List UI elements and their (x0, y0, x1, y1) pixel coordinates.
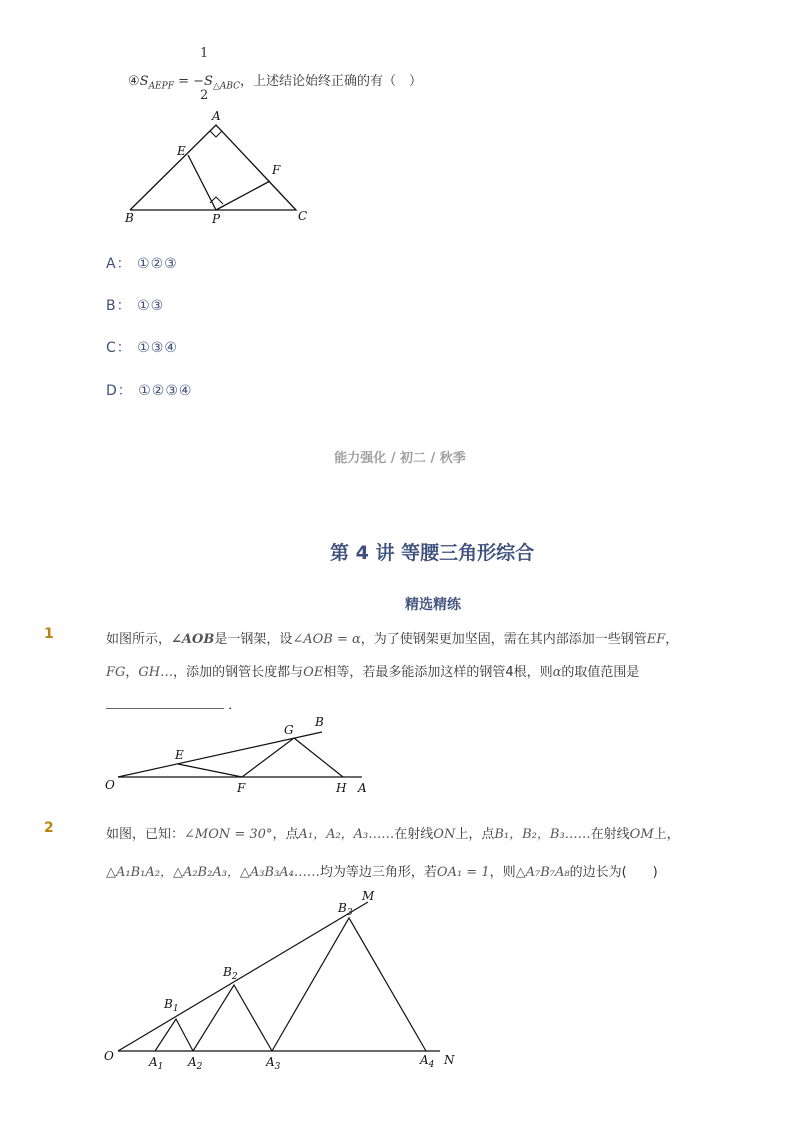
lecture-title: 第 4 讲 等腰三角形综合 (330, 542, 535, 564)
choice-b-value: ①③ (137, 298, 165, 314)
statement-four (128, 70, 422, 92)
label-b: B (315, 715, 324, 729)
fraction-numerator: 1 (200, 46, 209, 61)
svg-text:A1: $A_1$ (149, 1055, 164, 1072)
section-title: 精选精练 (405, 597, 461, 613)
choice-c-label: C： (106, 340, 132, 356)
label-a: A (212, 109, 221, 123)
label-n: N (444, 1053, 455, 1067)
label-b1 (163, 997, 179, 1014)
q2-triangles: △A₁B₁A₂，△A₂B₂A₃，△A₃B₃A₄…… (106, 865, 320, 880)
equals-sign: = (178, 74, 189, 89)
triangle-figure (120, 108, 320, 228)
label-g: G (284, 723, 294, 737)
label-m: M (362, 889, 375, 903)
choice-d-label: D： (106, 383, 133, 399)
label-f: F (272, 163, 281, 177)
question-2-line-2 (106, 861, 658, 880)
choice-a-value: ①②③ (137, 256, 178, 272)
choice-c[interactable] (106, 337, 178, 357)
choice-a-label: A： (106, 256, 132, 272)
q2-text-b2: 均为等边三角形，若 (319, 865, 437, 880)
question-2-line-1 (106, 823, 680, 842)
label-a4 (419, 1053, 435, 1070)
equilateral-triangles-figure (100, 884, 470, 1079)
area-symbol-abc: S (204, 74, 213, 89)
page-footer: 能力强化 / 初二 / 秋季 (334, 451, 466, 466)
q1-text-a: 如图所示， (106, 632, 172, 647)
choice-d-value: ①②③④ (138, 383, 193, 399)
statement-suffix: ，上述结论始终正确的有（ ） (240, 74, 423, 89)
q1-text-b: 是一钢架，设 (214, 632, 293, 647)
question-1-line-1 (106, 628, 678, 647)
question-1-number: 1 (44, 626, 54, 642)
q2-target-triangle: △A₇B₇A₈ (515, 865, 570, 880)
label-h: H (336, 781, 347, 795)
svg-text:B3: $B_3$ (338, 901, 353, 918)
answer-blank[interactable] (106, 698, 224, 709)
q2-text-f2: 的边长为( ) (569, 865, 658, 880)
q2-text-d: 在射线 (394, 827, 434, 842)
label-a1 (148, 1055, 163, 1072)
label-o: O (105, 778, 115, 792)
label-e: E (177, 144, 186, 158)
label-a2 (187, 1055, 203, 1072)
q2-text-h: 在射线 (590, 827, 630, 842)
area-symbol: S (139, 74, 149, 89)
fraction-denominator: 2 (200, 88, 209, 103)
svg-text:B2: $B_2$ (223, 965, 238, 982)
q1-alpha: α (552, 665, 562, 680)
q2-om: OM (629, 827, 654, 842)
question-1-line-3 (106, 694, 241, 713)
q1-fg: FG (106, 665, 126, 680)
label-e: E (175, 748, 184, 762)
label-a3 (265, 1055, 281, 1072)
svg-text:A3: $A_3$ (266, 1055, 281, 1072)
label-o: O (104, 1049, 114, 1063)
choice-b-label: B： (106, 298, 132, 314)
svg-text:B1: $B_1$ (164, 997, 179, 1014)
svg-text:A4: $A_4$ (420, 1053, 435, 1070)
choice-c-value: ①③④ (137, 340, 178, 356)
q1-ef: EF (646, 632, 666, 647)
label-c: C (298, 209, 308, 223)
choice-a[interactable] (106, 253, 178, 273)
label-a: A (358, 781, 367, 795)
label-p: P (212, 212, 221, 226)
label-b2 (222, 965, 238, 982)
q2-math: ∠MON = 30° (184, 827, 273, 842)
q1-period: ． (228, 698, 242, 713)
q1-angle: ∠AOB (171, 632, 215, 647)
fraction-bar: − (193, 74, 205, 89)
q1-comma-2: ， (125, 665, 139, 680)
svg-text:A2: $A_2$ (188, 1055, 203, 1072)
q2-on: ON (433, 827, 456, 842)
q1-text-f: 相等，若最多能添加这样的钢管4根，则 (323, 665, 553, 680)
statement-marker: ④ (128, 74, 140, 89)
q2-text-d2: ，则 (489, 865, 516, 880)
choice-b[interactable] (106, 295, 164, 315)
q2-text-a: 如图，已知： (106, 827, 185, 842)
q2-oa1: OA₁ = 1 (436, 865, 490, 880)
q1-math: ∠AOB = α (292, 632, 361, 647)
area-subscript: AEPF (148, 81, 174, 92)
question-2-number: 2 (44, 820, 54, 836)
label-b: B (125, 211, 134, 225)
q1-text-d: ，添加的钢管长度都与 (173, 665, 304, 680)
label-f: F (237, 781, 246, 795)
q1-oe: OE (303, 665, 324, 680)
q1-gh: GH… (138, 665, 174, 680)
q2-b-points: B₁，B₂，B₃…… (494, 827, 591, 842)
steel-frame-figure (100, 712, 390, 802)
q2-a-points: A₁，A₂，A₃…… (298, 827, 395, 842)
q1-comma: ， (665, 632, 679, 647)
q1-text-h: 的取值范围是 (561, 665, 640, 680)
q2-text-f: 上，点 (455, 827, 495, 842)
area-subscript-abc: △ABC (212, 81, 241, 92)
question-1-line-2 (106, 661, 639, 680)
q2-text-b: ，点 (272, 827, 299, 842)
q1-text-c: ，为了使钢架更加坚固，需在其内部添加一些钢管 (360, 632, 647, 647)
choice-d[interactable] (106, 380, 192, 400)
q2-text-j: 上， (653, 827, 680, 842)
